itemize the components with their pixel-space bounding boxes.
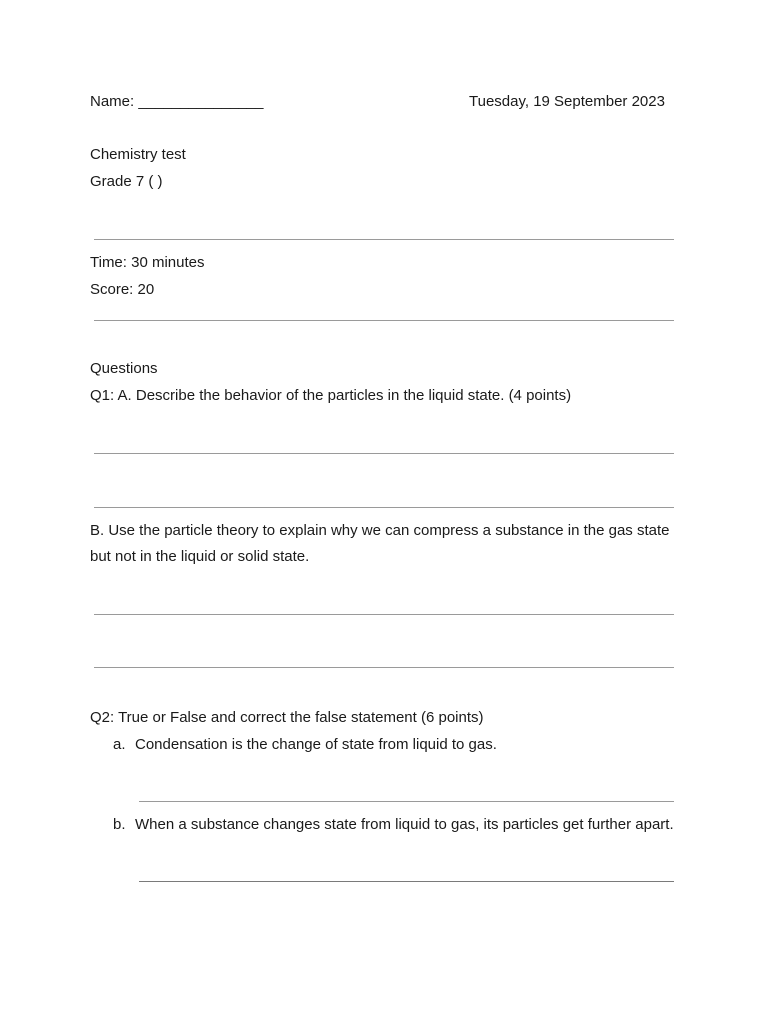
q2-item-a-marker: a. [113, 736, 126, 753]
time-limit: Time: 30 minutes [90, 254, 205, 271]
test-date: Tuesday, 19 September 2023 [469, 93, 665, 110]
answer-line [94, 614, 674, 615]
answer-line [94, 667, 674, 668]
q1-part-b-line2: but not in the liquid or solid state. [90, 548, 310, 565]
q2-item-b-text: When a substance changes state from liquid to gas, its particles get further apart. [135, 816, 674, 833]
divider-line [94, 320, 674, 321]
name-field-label: Name: _______________ [90, 93, 264, 110]
answer-line [139, 801, 674, 802]
q1-part-b-line1: B. Use the particle theory to explain why we can compress a substance in the gas state [90, 522, 670, 539]
grade-label: Grade 7 ( ) [90, 173, 163, 190]
q2-item-a-text: Condensation is the change of state from liquid to gas. [135, 736, 497, 753]
divider-line [94, 239, 674, 240]
q2-prompt: Q2: True or False and correct the false statement (6 points) [90, 709, 484, 726]
subject-title: Chemistry test [90, 146, 186, 163]
answer-line [94, 507, 674, 508]
questions-heading: Questions [90, 360, 158, 377]
answer-line [94, 453, 674, 454]
total-score: Score: 20 [90, 281, 155, 298]
q2-item-b-marker: b. [113, 816, 126, 833]
answer-line [139, 881, 674, 882]
q1-part-a: Q1: A. Describe the behavior of the particles in the liquid state. (4 points) [90, 387, 572, 404]
